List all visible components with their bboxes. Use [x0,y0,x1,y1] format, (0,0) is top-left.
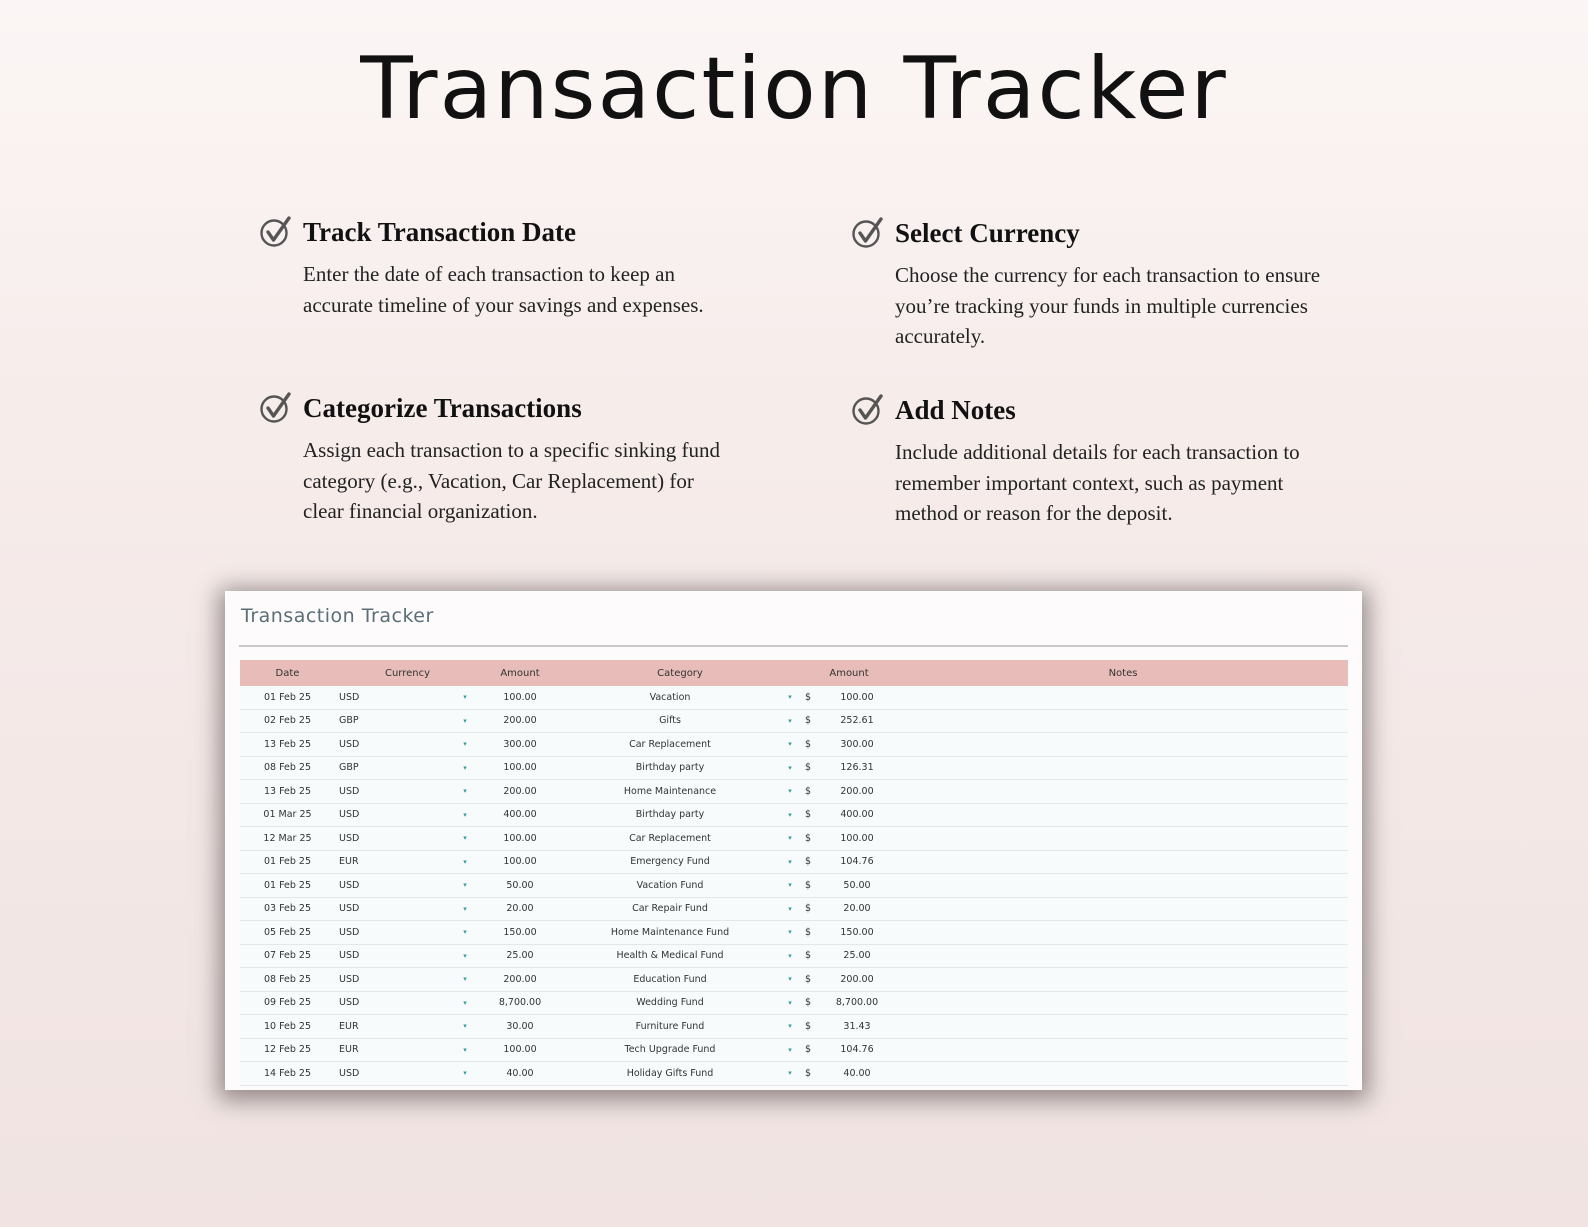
category-dropdown-icon[interactable]: ▾ [780,827,800,851]
converted-amount-cell: 104.76 [816,1038,898,1062]
category-dropdown-icon[interactable]: ▾ [780,686,800,709]
date-cell[interactable]: 01 Mar 25 [240,803,335,827]
category-cell[interactable]: Furniture Fund [560,1015,780,1039]
category-cell[interactable]: Wedding Fund [560,991,780,1015]
notes-cell[interactable] [898,850,1348,874]
amount-cell[interactable]: 400.00 [480,803,560,827]
converted-amount-cell: 200.00 [816,968,898,992]
currency-cell[interactable]: USD [335,780,450,804]
currency-dropdown-icon[interactable]: ▾ [450,686,480,709]
amount-cell[interactable]: 200.00 [480,780,560,804]
currency-cell[interactable]: USD [335,991,450,1015]
notes-cell[interactable] [898,874,1348,898]
amount-cell[interactable]: 200.00 [480,968,560,992]
currency-dropdown-icon[interactable]: ▾ [450,1015,480,1039]
category-cell[interactable]: Car Replacement [560,733,780,757]
currency-dropdown-icon[interactable]: ▾ [450,850,480,874]
converted-amount-cell: 200.00 [816,780,898,804]
converted-amount-cell: 8,700.00 [816,991,898,1015]
notes-cell[interactable] [898,733,1348,757]
column-header-date[interactable]: Date [240,660,335,686]
converted-amount-cell: 50.00 [816,874,898,898]
currency-dropdown-icon[interactable]: ▾ [450,733,480,757]
amount-cell[interactable]: 200.00 [480,709,560,733]
checkmark-circle-icon [259,391,293,425]
date-cell[interactable]: 02 Feb 25 [240,709,335,733]
page-title: Transaction Tracker [360,39,1228,139]
currency-symbol: $ [800,874,816,898]
date-cell[interactable]: 13 Feb 25 [240,780,335,804]
converted-amount-cell: 40.00 [816,1062,898,1086]
category-cell[interactable]: Emergency Fund [560,850,780,874]
currency-symbol: $ [800,709,816,733]
category-dropdown-icon[interactable]: ▾ [780,1015,800,1039]
currency-cell[interactable]: USD [335,686,450,709]
category-dropdown-icon[interactable]: ▾ [780,944,800,968]
feature-categorize [259,391,729,527]
table-row [240,944,1348,968]
category-cell[interactable]: Birthday party [560,803,780,827]
currency-symbol: $ [800,850,816,874]
currency-cell[interactable]: USD [335,921,450,945]
currency-cell[interactable]: USD [335,944,450,968]
category-dropdown-icon[interactable]: ▾ [780,780,800,804]
notes-cell[interactable] [898,1015,1348,1039]
amount-cell[interactable]: 40.00 [480,1062,560,1086]
category-cell[interactable]: Vacation [560,686,780,709]
feature-track-date [259,215,729,320]
feature-heading: Categorize Transactions [303,393,582,423]
checkmark-circle-icon [851,216,885,250]
amount-cell[interactable]: 8,700.00 [480,991,560,1015]
date-cell[interactable]: 01 Feb 25 [240,686,335,709]
currency-cell[interactable]: USD [335,827,450,851]
table-row [240,921,1348,945]
date-cell[interactable]: 12 Mar 25 [240,827,335,851]
currency-symbol: $ [800,968,816,992]
notes-cell[interactable] [898,803,1348,827]
category-cell[interactable]: Holiday Gifts Fund [560,1062,780,1086]
converted-amount-cell: 126.31 [816,756,898,780]
notes-cell[interactable] [898,756,1348,780]
date-cell[interactable]: 01 Feb 25 [240,874,335,898]
converted-amount-cell: 104.76 [816,850,898,874]
checkmark-circle-icon [851,393,885,427]
table-row [240,1038,1348,1062]
transaction-table [240,660,1348,1086]
notes-cell[interactable] [898,991,1348,1015]
currency-dropdown-icon[interactable]: ▾ [450,991,480,1015]
sheet-title: Transaction Tracker [241,605,434,627]
amount-cell[interactable]: 25.00 [480,944,560,968]
currency-symbol: $ [800,733,816,757]
category-dropdown-icon[interactable]: ▾ [780,756,800,780]
category-dropdown-icon[interactable]: ▾ [780,733,800,757]
currency-cell[interactable]: USD [335,968,450,992]
category-cell[interactable]: Car Replacement [560,827,780,851]
date-cell[interactable]: 03 Feb 25 [240,897,335,921]
amount-cell[interactable]: 100.00 [480,756,560,780]
category-dropdown-icon[interactable]: ▾ [780,991,800,1015]
currency-cell[interactable]: USD [335,733,450,757]
category-dropdown-icon[interactable]: ▾ [780,850,800,874]
currency-symbol: $ [800,803,816,827]
date-cell[interactable]: 12 Feb 25 [240,1038,335,1062]
category-dropdown-icon[interactable]: ▾ [780,1062,800,1086]
category-cell[interactable]: Gifts [560,709,780,733]
currency-symbol: $ [800,780,816,804]
amount-cell[interactable]: 100.00 [480,1038,560,1062]
table-row [240,1062,1348,1086]
category-dropdown-icon[interactable]: ▾ [780,1038,800,1062]
date-cell[interactable]: 08 Feb 25 [240,756,335,780]
currency-cell[interactable]: EUR [335,850,450,874]
converted-amount-cell: 400.00 [816,803,898,827]
date-cell[interactable]: 10 Feb 25 [240,1015,335,1039]
table-header-row [240,660,1348,686]
feature-heading: Track Transaction Date [303,217,576,247]
column-header-converted-amount[interactable]: Amount [800,660,898,686]
currency-dropdown-icon[interactable]: ▾ [450,968,480,992]
table-row [240,850,1348,874]
amount-cell[interactable]: 50.00 [480,874,560,898]
notes-cell[interactable] [898,1038,1348,1062]
currency-dropdown-icon[interactable]: ▾ [450,709,480,733]
category-cell[interactable]: Health & Medical Fund [560,944,780,968]
table-row [240,874,1348,898]
amount-cell[interactable]: 300.00 [480,733,560,757]
feature-heading: Select Currency [895,218,1080,248]
table-row [240,991,1348,1015]
notes-cell[interactable] [898,944,1348,968]
category-dropdown-icon[interactable]: ▾ [780,897,800,921]
currency-dropdown-icon[interactable]: ▾ [450,897,480,921]
currency-symbol: $ [800,686,816,709]
table-row [240,968,1348,992]
category-dropdown-icon[interactable]: ▾ [780,803,800,827]
currency-dropdown-icon[interactable]: ▾ [450,921,480,945]
currency-cell[interactable]: GBP [335,756,450,780]
table-row [240,780,1348,804]
table-row [240,897,1348,921]
category-cell[interactable]: Home Maintenance Fund [560,921,780,945]
converted-amount-cell: 20.00 [816,897,898,921]
currency-dropdown-icon[interactable]: ▾ [450,827,480,851]
date-cell[interactable]: 01 Feb 25 [240,850,335,874]
currency-symbol: $ [800,827,816,851]
currency-symbol: $ [800,1015,816,1039]
currency-cell[interactable]: USD [335,897,450,921]
date-cell[interactable]: 14 Feb 25 [240,1062,335,1086]
category-cell[interactable]: Home Maintenance [560,780,780,804]
converted-amount-cell: 300.00 [816,733,898,757]
divider [239,645,1348,647]
currency-cell[interactable]: EUR [335,1038,450,1062]
amount-cell[interactable]: 20.00 [480,897,560,921]
table-body [240,686,1348,1085]
currency-cell[interactable]: USD [335,874,450,898]
feature-description: Assign each transaction to a specific sinking fund category (e.g., Vacation, Car Replacement) for clear financial organization. [303,438,720,523]
currency-symbol: $ [800,756,816,780]
currency-symbol: $ [800,944,816,968]
converted-amount-cell: 150.00 [816,921,898,945]
currency-symbol: $ [800,897,816,921]
spreadsheet-preview [225,591,1362,1090]
currency-dropdown-icon[interactable]: ▾ [450,1038,480,1062]
notes-cell[interactable] [898,1062,1348,1086]
currency-symbol: $ [800,1038,816,1062]
notes-cell[interactable] [898,897,1348,921]
converted-amount-cell: 31.43 [816,1015,898,1039]
converted-amount-cell: 25.00 [816,944,898,968]
amount-cell[interactable]: 100.00 [480,686,560,709]
table-row [240,1015,1348,1039]
converted-amount-cell: 100.00 [816,827,898,851]
category-dropdown-icon[interactable]: ▾ [780,874,800,898]
currency-cell[interactable]: GBP [335,709,450,733]
table-row [240,709,1348,733]
currency-dropdown-icon[interactable]: ▾ [450,944,480,968]
currency-dropdown-icon[interactable]: ▾ [450,803,480,827]
notes-cell[interactable] [898,968,1348,992]
currency-dropdown-icon[interactable]: ▾ [450,874,480,898]
currency-cell[interactable]: EUR [335,1015,450,1039]
category-dropdown-icon[interactable]: ▾ [780,968,800,992]
currency-symbol: $ [800,921,816,945]
date-cell[interactable]: 09 Feb 25 [240,991,335,1015]
converted-amount-cell: 252.61 [816,709,898,733]
currency-dropdown-icon[interactable]: ▾ [450,780,480,804]
feature-add-notes [851,393,1321,529]
category-cell[interactable]: Education Fund [560,968,780,992]
currency-dropdown-icon[interactable]: ▾ [450,1062,480,1086]
date-cell[interactable]: 13 Feb 25 [240,733,335,757]
amount-cell[interactable]: 100.00 [480,827,560,851]
currency-cell[interactable]: USD [335,1062,450,1086]
feature-description: Include additional details for each transaction to remember important context, such as payment method or reason for the deposit. [895,440,1300,525]
notes-cell[interactable] [898,827,1348,851]
checkmark-circle-icon [259,215,293,249]
date-cell[interactable]: 07 Feb 25 [240,944,335,968]
category-dropdown-icon[interactable]: ▾ [780,921,800,945]
table-row [240,803,1348,827]
currency-dropdown-icon[interactable]: ▾ [450,756,480,780]
currency-symbol: $ [800,1062,816,1086]
table-row [240,733,1348,757]
notes-cell[interactable] [898,780,1348,804]
column-header-category[interactable]: Category [560,660,800,686]
currency-symbol: $ [800,991,816,1015]
category-cell[interactable]: Car Repair Fund [560,897,780,921]
feature-select-currency [851,216,1321,352]
notes-cell[interactable] [898,921,1348,945]
converted-amount-cell: 100.00 [816,686,898,709]
category-dropdown-icon[interactable]: ▾ [780,709,800,733]
currency-cell[interactable]: USD [335,803,450,827]
category-cell[interactable]: Tech Upgrade Fund [560,1038,780,1062]
date-cell[interactable]: 05 Feb 25 [240,921,335,945]
column-header-notes[interactable]: Notes [898,660,1348,686]
column-header-currency[interactable]: Currency [335,660,480,686]
table-row [240,827,1348,851]
amount-cell[interactable]: 150.00 [480,921,560,945]
date-cell[interactable]: 08 Feb 25 [240,968,335,992]
category-cell[interactable]: Vacation Fund [560,874,780,898]
feature-description: Enter the date of each transaction to keep an accurate timeline of your savings and expenses. [303,262,704,317]
amount-cell[interactable]: 30.00 [480,1015,560,1039]
amount-cell[interactable]: 100.00 [480,850,560,874]
notes-cell[interactable] [898,709,1348,733]
feature-heading: Add Notes [895,395,1016,425]
feature-description: Choose the currency for each transaction to ensure you’re tracking your funds in multiple currencies accurately. [895,263,1321,348]
column-header-amount[interactable]: Amount [480,660,560,686]
notes-cell[interactable] [898,686,1348,709]
category-cell[interactable]: Birthday party [560,756,780,780]
table-row [240,686,1348,709]
table-row [240,756,1348,780]
